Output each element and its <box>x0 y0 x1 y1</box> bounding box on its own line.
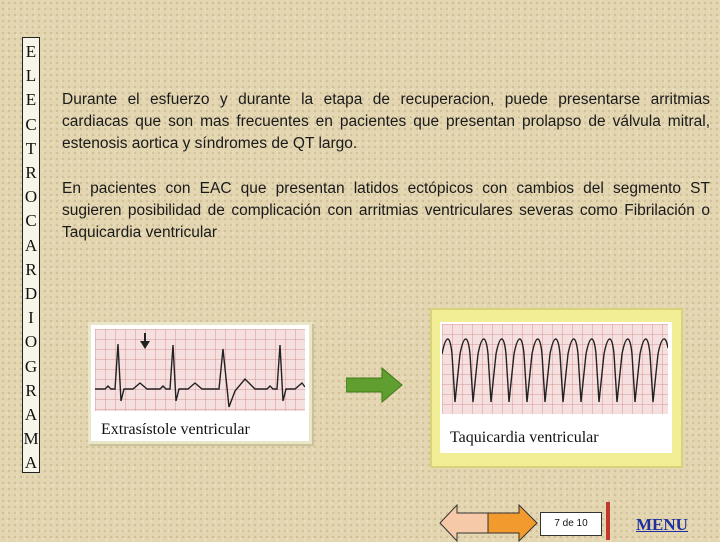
vertical-title-letter: E <box>25 42 37 61</box>
caption-tachycardia: Taquicardia ventricular <box>450 429 599 446</box>
previous-arrow-icon[interactable] <box>439 504 489 542</box>
vertical-title-letter: C <box>25 114 37 134</box>
vertical-title-letter: T <box>25 138 37 158</box>
right-arrow-icon <box>346 366 404 404</box>
vertical-title-letter: M <box>23 429 39 449</box>
vertical-title-letter: A <box>24 235 38 255</box>
caption-extrasystole: Extrasístole ventricular <box>101 421 250 438</box>
vertical-title-letter: L <box>25 66 37 86</box>
ecg-tachycardia-image <box>442 324 668 414</box>
page-indicator: 7 de 10 <box>540 512 602 536</box>
vertical-title-letter: R <box>25 259 37 279</box>
vertical-title-letter: R <box>25 380 37 400</box>
vertical-title-letter: A <box>24 405 38 425</box>
vertical-title-letter: O <box>24 332 38 352</box>
paragraph-arrhythmias: Durante el esfuerzo y durante la etapa de recuperacion, puede presentarse arritmias cardiacas que son mas frecuentes en pacientes que presentan prolapso de válvula mitral, estenosis aortica y síndromes de QT largo. <box>62 91 710 152</box>
menu-label[interactable]: MENU <box>636 515 688 534</box>
figure-extrasystole <box>88 322 312 444</box>
vertical-title-letter: A <box>24 453 38 473</box>
vertical-title-letter: D <box>24 284 38 304</box>
vertical-title-letter: C <box>25 211 37 231</box>
vertical-title-letter: G <box>24 356 38 376</box>
vertical-title-letter: E <box>25 90 37 110</box>
menu-accent-bar <box>606 502 610 540</box>
vertical-title-letter: O <box>24 187 38 207</box>
next-arrow-icon[interactable] <box>488 504 538 542</box>
vertical-title-letter: I <box>28 308 34 328</box>
paragraph-ectopic-beats: En pacientes con EAC que presentan latidos ectópicos con cambios del segmento ST sugieren posibilidad de complicación con arritmias ventriculares severas como Fibrilación o Taquicardia ventricular <box>62 180 710 241</box>
vertical-title <box>22 37 40 473</box>
ecg-extrasystole-image <box>95 329 305 411</box>
menu-button[interactable] <box>606 502 718 540</box>
figure-tachycardia <box>430 308 683 468</box>
vertical-title-letter: R <box>25 163 37 183</box>
